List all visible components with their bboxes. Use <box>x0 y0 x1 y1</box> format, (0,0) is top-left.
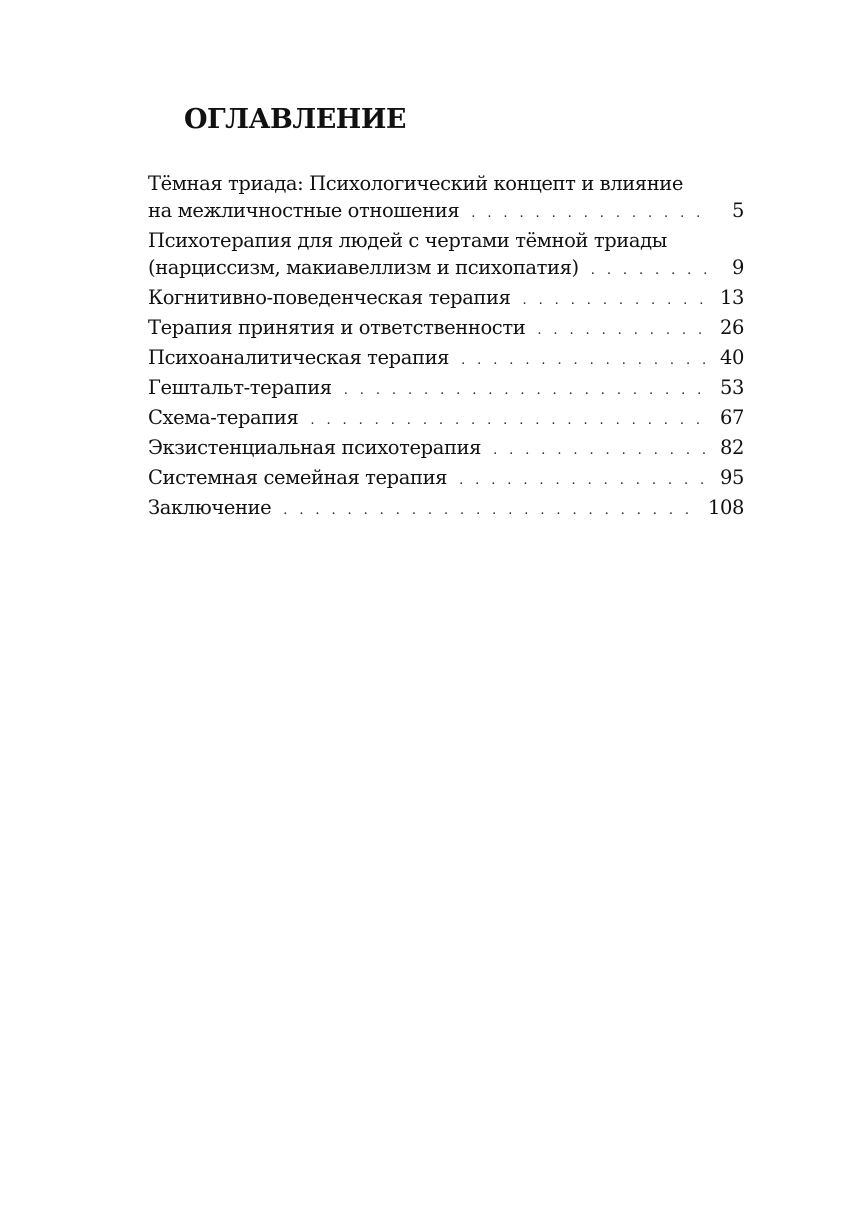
toc-entry-title: Заключение <box>148 496 272 519</box>
dot-leader <box>471 200 706 227</box>
toc-entry <box>148 494 744 524</box>
toc-entry <box>148 227 744 284</box>
dot-leader <box>461 347 706 374</box>
table-of-contents <box>148 170 744 524</box>
toc-entry-line <box>148 314 744 344</box>
toc-page-number: 13 <box>719 286 744 309</box>
toc-entry-title: Психоаналитическая терапия <box>148 346 450 369</box>
dot-leader <box>344 377 706 404</box>
toc-entry-line <box>148 197 744 227</box>
toc-entry-line <box>148 254 744 284</box>
toc-entry-line <box>148 284 744 314</box>
toc-entry-line <box>148 464 744 494</box>
dot-leader <box>537 317 706 344</box>
toc-entry <box>148 170 744 227</box>
toc-entry-title: Системная семейная терапия <box>148 466 448 489</box>
toc-entry-title: (нарциссизм, макиавеллизм и психопатия) <box>148 256 579 279</box>
toc-entry <box>148 434 744 464</box>
toc-page-number: 5 <box>731 199 744 222</box>
toc-page-number: 53 <box>719 376 744 399</box>
toc-entry-title: Терапия принятия и ответственности <box>148 316 526 339</box>
toc-entry-title-line: Тёмная триада: Психологический концепт и влияние <box>148 172 684 195</box>
toc-entry-title: Экзистенциальная психотерапия <box>148 436 482 459</box>
dot-leader <box>523 287 706 314</box>
toc-entry-title: Схема-терапия <box>148 406 299 429</box>
toc-entry-line <box>148 344 744 374</box>
toc-entry <box>148 314 744 344</box>
toc-page-number: 95 <box>719 466 744 489</box>
page-title: ОГЛАВЛЕНИЕ <box>184 104 406 135</box>
dot-leader <box>591 257 706 284</box>
toc-page-number: 67 <box>719 406 744 429</box>
toc-page-number: 108 <box>707 496 744 519</box>
toc-entry-title: Гештальт-терапия <box>148 376 332 399</box>
dot-leader <box>283 497 694 524</box>
toc-entry-line <box>148 434 744 464</box>
toc-entry-line <box>148 404 744 434</box>
dot-leader <box>459 467 706 494</box>
toc-entry-line <box>148 494 744 524</box>
toc-entry-title: на межличностные отношения <box>148 199 460 222</box>
dot-leader <box>493 437 706 464</box>
toc-entry-title-line: Психотерапия для людей с чертами тёмной триады <box>148 229 667 252</box>
dot-leader <box>310 407 706 434</box>
toc-entry <box>148 404 744 434</box>
toc-page-number: 26 <box>719 316 744 339</box>
toc-entry <box>148 464 744 494</box>
toc-entry <box>148 374 744 404</box>
toc-entry <box>148 344 744 374</box>
toc-page-number: 82 <box>719 436 744 459</box>
toc-page-number: 9 <box>731 256 744 279</box>
toc-entry <box>148 284 744 314</box>
toc-page-number: 40 <box>719 346 744 369</box>
toc-entry-line <box>148 374 744 404</box>
toc-entry-title: Когнитивно-поведенческая терапия <box>148 286 511 309</box>
